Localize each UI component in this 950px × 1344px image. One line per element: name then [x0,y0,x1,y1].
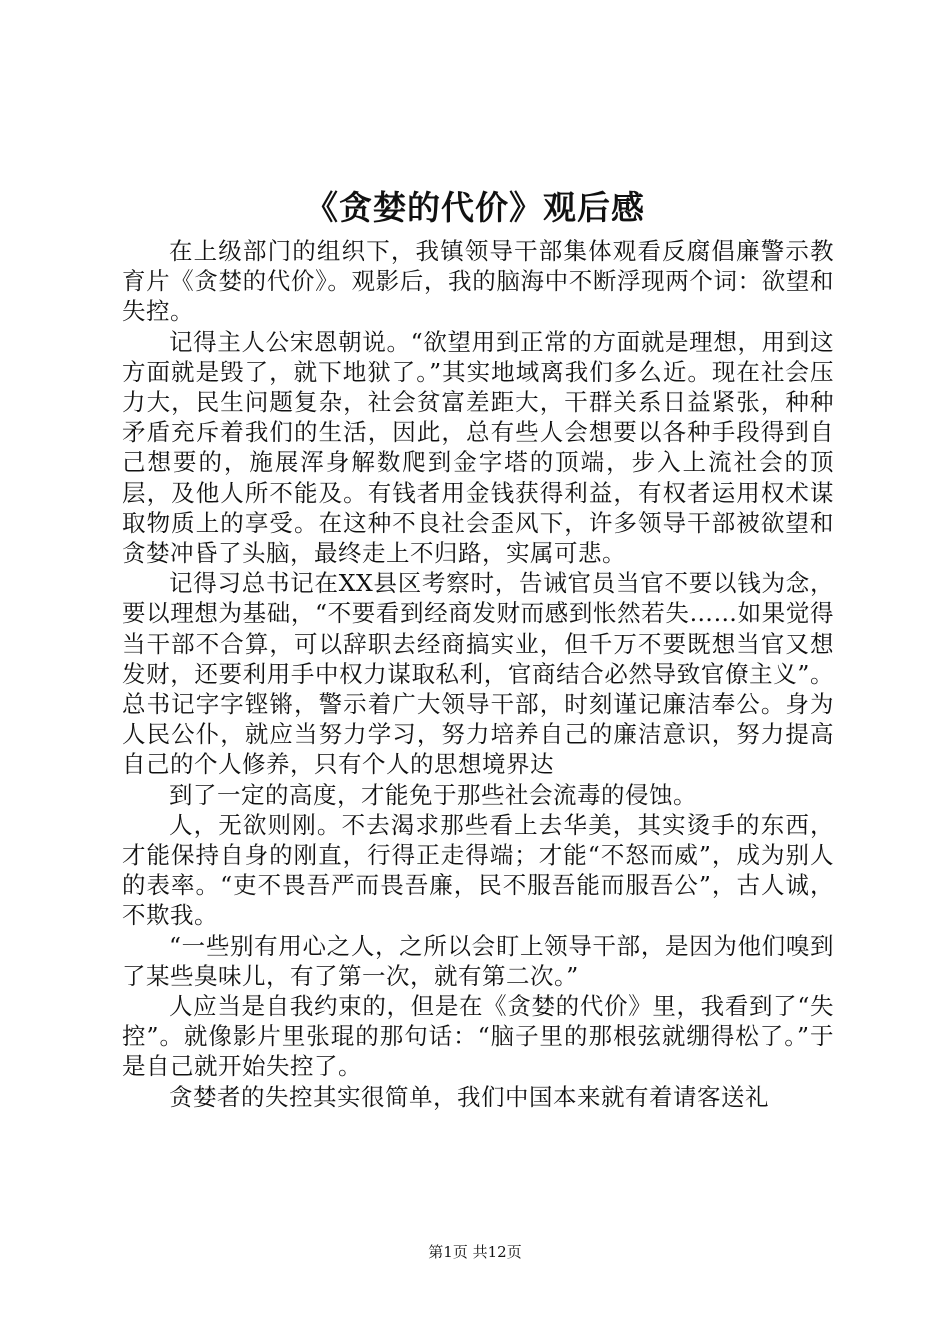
paragraph: 人，无欲则刚。不去渴求那些看上去华美，其实烫手的东西，才能保持自身的刚直，行得正走得端；才能“不怒而威”，成为别人的表率。“吏不畏吾严而畏吾廉，民不服吾能而服吾公”，古人诚，不欺我。 [122,810,834,930]
paragraph: 贪婪者的失控其实很简单，我们中国本来就有着请客送礼 [169,1082,769,1111]
paragraph: “一些别有用心之人，之所以会盯上领导干部，是因为他们嗅到了某些臭味儿，有了第一次，就有第二次。” [122,931,834,990]
paragraph: 在上级部门的组织下，我镇领导干部集体观看反腐倡廉警示教育片《贪婪的代价》。观影后，我的脑海中不断浮现两个词：欲望和失控。 [122,237,834,326]
paragraph: 到了一定的高度，才能免于那些社会流毒的侵蚀。 [169,780,697,809]
paragraph: 记得习总书记在XX县区考察时，告诫官员当官不要以钱为念，要以理想为基础，“不要看到经商发财而感到怅然若失……如果觉得当干部不合算，可以辞职去经商搞实业，但千万不要既想当官又想发财，还要利用手中权力谋取私利，官商结合必然导致官僚主义”。总书记字字铿锵，警示着广大领导干部，时刻谨记廉洁奉公。身为人民公仆，就应当努力学习，努力培养自己的廉洁意识，努力提高自己的个人修养，只有个人的思想境界达 [122,569,834,779]
paragraph: 记得主人公宋恩朝说。“欲望用到正常的方面就是理想，用到这方面就是毁了，就下地狱了。”其实地域离我们多么近。现在社会压力大，民生问题复杂，社会贫富差距大，干群关系日益紧张，种种矛盾充斥着我们的生活，因此，总有些人会想要以各种手段得到自己想要的，施展浑身解数爬到金字塔的顶端，步入上流社会的顶层，及他人所不能及。有钱者用金钱获得利益，有权者运用权术谋取物质上的享受。在这种不良社会歪风下，许多领导干部被欲望和贪婪冲昏了头脑，最终走上不归路，实属可悲。 [122,327,834,568]
document-body [122,236,834,1112]
document-title: 《贪婪的代价》观后感 [305,188,645,227]
page-number-footer: 第1页 共12页 [428,1243,522,1261]
paragraph: 人应当是自我约束的，但是在《贪婪的代价》里，我看到了“失控”。就像影片里张琨的那句话：“脑子里的那根弦就绷得松了。”于是自己就开始失控了。 [122,992,834,1081]
